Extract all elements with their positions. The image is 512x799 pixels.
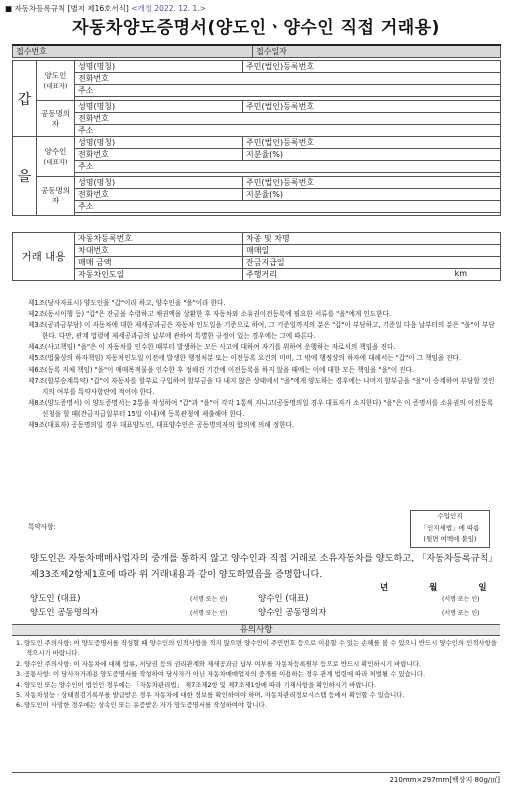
- car-reg-no-field[interactable]: 자동차등록번호: [75, 233, 243, 245]
- transferor-address-field[interactable]: 주소: [75, 85, 501, 97]
- transferee-sign-field[interactable]: (서명 또는 인): [442, 596, 480, 603]
- receipt-date-field[interactable]: 접수일자: [253, 45, 501, 58]
- transferee-co-name-field[interactable]: 성명(명칭): [75, 177, 243, 189]
- transferor-rep-text: (대표자): [43, 81, 68, 90]
- notice-3: 3. 공통사항: 이 당사자거래용 양도증명서를 작성하여 당사자가 아닌 자동차매매업자의 중개를 이용하는 경우 관계 법령에 따라 처벌될 수 있습니다.: [16, 670, 426, 679]
- mileage-field[interactable]: [243, 269, 501, 281]
- clause-6: 제6조(등록 지체 책임) "을"이 매매목적물을 인수한 후 정해진 기간에 이전등록을 하지 않을 때에는 이에 대한 모든 책임을 "을"이 진다.: [28, 365, 415, 374]
- notice-2: 2. 양수인 주의사항: 이 자동차에 대해 압류, 저당권 등의 권리관계와 제세공과금 납부 여부를 자동차등록원부 등으로 반드시 확인하시기 바랍니다.: [16, 659, 421, 668]
- stamp-title: 수입인지: [437, 512, 463, 520]
- clause-8: 제8조(양도증명서) 이 양도증명서는 2통을 작성하여 "갑"과 "을"이 각각 1통씩 지니고(공동명의일 경우 대표자가 소지한다) "을"은 이 증명서를 소유권의 이전등록 신청을 할 때(잔금지급일부터 15일 이내)에 등록관청에 제출해야 한다.: [28, 398, 494, 418]
- transferor-name-field[interactable]: 성명(명칭): [75, 61, 243, 73]
- revision-date: <개정 2022. 12. 1.>: [131, 4, 206, 13]
- date-line: 년 월 일: [380, 583, 487, 593]
- notice-list: [14, 638, 500, 711]
- transferee-label: [37, 137, 75, 177]
- receipt-number-field[interactable]: 접수번호: [13, 45, 253, 58]
- transferee-address-field[interactable]: 주소: [75, 161, 501, 173]
- transferee-co-address-field[interactable]: 주소: [75, 201, 501, 213]
- transferee-text: 양수인: [44, 146, 67, 156]
- transferor-co-name-field[interactable]: 성명(명칭): [75, 101, 243, 113]
- transferor-phone-field[interactable]: 전화번호: [75, 73, 501, 85]
- transferor-co-sign-field[interactable]: (서명 또는 인): [190, 610, 228, 617]
- transferee-co-phone-field[interactable]: 전화번호: [75, 189, 243, 201]
- transferor-signature-label: 양도인 (대표): [30, 594, 81, 604]
- clause-1: 제1조(당사자표시) 양도인을 "갑"이라 하고, 양수인을 "을"이라 한다.: [28, 299, 226, 307]
- sale-price-field[interactable]: 매매 금액: [75, 257, 243, 269]
- clause-5: 제5조(법률상의 하자책임) 자동차인도일 이전에 발생한 행정처분 또는 이전등록 요건의 미비, 그 밖에 행정상의 하자에 대해서는 "갑"이 그 책임을 진다.: [28, 354, 462, 363]
- transferor-co-address-field[interactable]: 주소: [75, 125, 501, 137]
- notice-1: 1. 양도인 주의사항: 이 양도증명서를 작성할 때 양수인의 인적사항을 적지 않으면 양수인이 주민번호 등으로 이용할 수 있는 손해를 볼 수 있으니 반드시 양수인의 인적사항을 적으시기 바랍니다.: [16, 639, 497, 658]
- transferor-label: [37, 61, 75, 101]
- transferee-regno-field[interactable]: 주민(법인)등록번호: [243, 137, 501, 149]
- clause-2: 제2조(동시이행 등) "갑"은 잔금을 수령하고 채권액을 상환한 후 자동차와 소유권이전등록에 필요한 서류를 "을"에게 인도한다.: [28, 310, 391, 319]
- clause-9: 제9조(대표자) 공동명의일 경우 대표양도인, 대표양수인은 공동명의자의 합의에 의해 정한다.: [28, 421, 294, 430]
- stamp-law: 「인지세법」에 따름: [420, 523, 480, 532]
- notice-title: 유의사항: [12, 624, 500, 636]
- party-gap-label: 갑: [13, 61, 37, 137]
- clause-4: 제4조(사고책임) "을"은 이 자동차를 인수한 때부터 발생하는 모든 사고에 대하여 자기를 위하여 운행하는 자로서의 책임을 진다.: [28, 343, 396, 352]
- transferor-sign-field[interactable]: (서명 또는 인): [190, 596, 228, 603]
- car-model-field[interactable]: 차종 및 차명: [243, 233, 501, 245]
- special-terms-label: 특약사항:: [28, 523, 56, 531]
- stamp-note: (뒷면 여백에 붙임): [423, 535, 477, 543]
- transferee-co-owner-label: 공동명의자: [37, 177, 75, 216]
- law-reference: ■ 자동차등록규칙 [별지 제16호서식]: [5, 4, 129, 13]
- transferor-regno-field[interactable]: 주민(법인)등록번호: [243, 61, 501, 73]
- transferee-phone-field[interactable]: 전화번호: [75, 149, 243, 161]
- delivery-date-field[interactable]: 자동차인도일: [75, 269, 243, 281]
- notice-5: 5. 자동차성능ㆍ상태점검기록부를 발급받은 경우 자동차에 대한 정보를 확인하여야 하며, 자동차관리정보시스템 등에서 확인할 수 있습니다.: [16, 691, 405, 700]
- transferee-co-share-field[interactable]: 지분율(%): [243, 189, 501, 201]
- transferee-co-regno-field[interactable]: 주민(법인)등록번호: [243, 177, 501, 189]
- sale-date-field[interactable]: 매매일: [243, 245, 501, 257]
- transferor-co-phone-field[interactable]: 전화번호: [75, 113, 501, 125]
- transferee-co-signature-label: 양수인 공동명의자: [258, 608, 327, 618]
- clause-3: 제3조(공과금부담) 이 자동차에 대한 제세공과금은 자동차 인도일을 기준으로 하여, 그 기준일까지의 분은 "갑"이 부담하고, 기준일 다음 날부터의 분은 "을"이 부담한다. 다만, 관계 법령에 제세공과금의 납부에 관하여 특별한 규정이 있는 경우에는 그에 따른다.: [28, 321, 495, 341]
- party-eul-label: 을: [13, 137, 37, 216]
- transferor-co-owner-label: 공동명의자: [37, 101, 75, 137]
- transferee-signature-label: 양수인 (대표): [258, 594, 309, 604]
- bottom-divider: [12, 772, 500, 773]
- certification-statement: 양도인은 자동차매매사업자의 중개를 통하지 않고 양수인과 직접 거래로 소유자동차를 양도하고, 「자동차등록규칙」 제33조제2항제1호에 따라 위 거래내용과 같이 양도하였음을 증명합니다.: [30, 553, 498, 580]
- transferor-text: 양도인: [44, 70, 67, 80]
- transferee-rep-text: (대표자): [43, 157, 68, 166]
- trade-detail-label: 거래 내용: [13, 233, 75, 281]
- transferor-co-regno-field[interactable]: 주민(법인)등록번호: [243, 101, 501, 113]
- contract-clauses: [28, 298, 498, 431]
- transferee-co-spacer: [75, 213, 501, 216]
- mileage-label: 주행거리: [246, 270, 277, 279]
- document-title: 자동차양도증명서(양도인ㆍ양수인 직접 거래용): [72, 18, 440, 38]
- transferee-name-field[interactable]: 성명(명칭): [75, 137, 243, 149]
- trade-table: [12, 232, 501, 281]
- receipt-table: [12, 44, 501, 58]
- transferor-co-signature-label: 양도인 공동명의자: [30, 608, 99, 618]
- party-table: [12, 60, 501, 216]
- balance-date-field[interactable]: 잔금지급일: [243, 257, 501, 269]
- chassis-no-field[interactable]: 차대번호: [75, 245, 243, 257]
- notice-6: 6. 양도인이 사망한 경우에는 상속인 또는 유증받은 자가 양도증명서를 작성하여야 합니다.: [16, 701, 267, 710]
- revenue-stamp-box: [410, 510, 490, 548]
- paper-spec: 210mm×297mm[백상지 80g/㎡]: [389, 776, 500, 784]
- transferee-co-sign-field[interactable]: (서명 또는 인): [442, 610, 480, 617]
- mileage-unit: km: [454, 269, 468, 278]
- clause-7: 제7조(할부승계특약) "갑"이 자동차를 할부로 구입하여 할부금을 다 내지 않은 상태에서 "을"에게 양도하는 경우에는 나머지 할부금을 "을"이 승계하여 부담할 것인지의 여부를 특약사항란에 적어야 한다.: [28, 376, 495, 396]
- notice-4: 4. 양도인 또는 양수인이 법인인 경우에는 「자동차관리법」 제7조제2항 및 제7조제1항에 따라 기재사항을 확인하시기 바랍니다.: [16, 680, 376, 689]
- transferee-share-field[interactable]: 지분율(%): [243, 149, 501, 161]
